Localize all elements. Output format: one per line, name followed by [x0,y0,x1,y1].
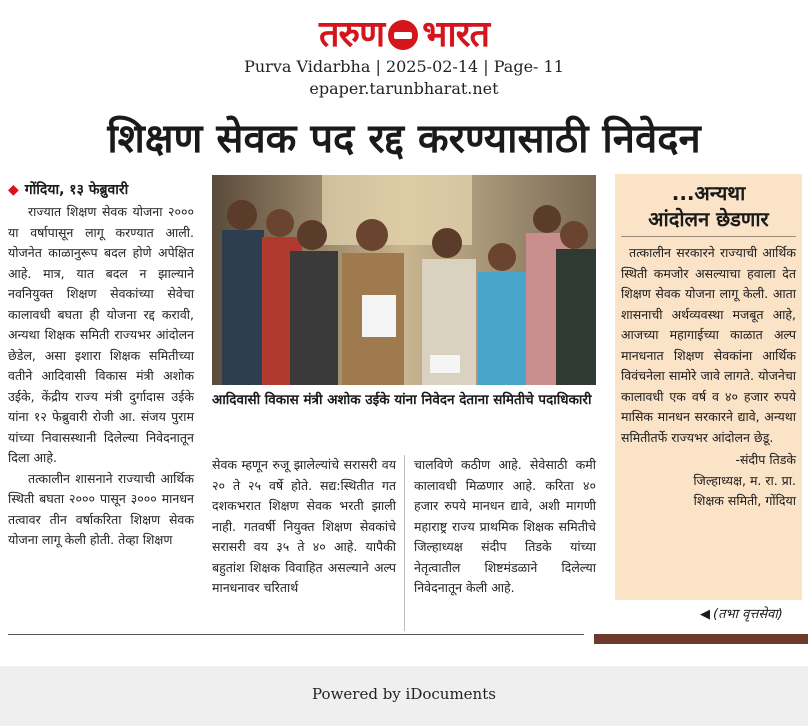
article-paragraph: राज्यात शिक्षण सेवक योजना २००० या वर्षापासून लागू करण्यात आली. योजनेत काळानुरूप बदल होणे अपेक्षित आहे. मात्र, यात बदल न झाल्याने नवनियुक्त शिक्षण सेवकांच्या सेवेचा कालावधी बघता ही योजना रद्द करावी, अन्यथा शिक्षक समिती राज्यभर आंदोलन छेडेल, असा इशारा शिक्षक समितीच्या वतीने आदिवासी विकास मंत्री अशोक उईके, केंद्रीय राज्य मंत्री दुर्गादास उईके यांना १२ फेब्रुवारी रोजी आ. संजय पुराम यांच्या निवासस्थानी दिलेल्या निवेदनातून दिला आहे. [8,204,194,465]
article-column-3 [414,455,596,599]
article-headline: शिक्षण सेवक पद रद्द करण्यासाठी निवेदन [107,116,701,162]
news-credit [700,604,783,622]
diamond-bullet-icon: ◆ [8,182,19,198]
column-divider [404,455,405,631]
bottom-rule [8,634,584,635]
sidebar-title-line-1: ...अन्यथा [671,181,746,205]
article-paragraph: सेवक म्हणून रुजू झालेल्यांचे सरासरी वय २० ते २५ वर्षे होते. सद्य:स्थितीत गत दशकभरात शिक्षण सेवक भरती झाली नाही. गतवर्षी नियुक्त शिक्षण सेवकांचे सरासरी वय ३५ ते ४० आहे. यापैकी बहुतांश शिक्षक विवाहित असल्याने अल्प मानधनावर चरितार्थ [212,457,396,595]
signature-org: शिक्षक समिती, गोंदिया [693,493,796,508]
sidebar-title [621,180,796,237]
dateline-text: गोंदिया, १३ फेब्रुवारी [24,182,129,198]
article-column-1 [8,202,194,551]
dateline [8,180,128,199]
photo-caption: आदिवासी विकास मंत्री अशोक उईके यांना निवेदन देताना समितीचे पदाधिकारी [212,392,592,408]
epaper-url: epaper.tarunbharat.net [309,79,499,98]
logo-text-left: तरुण [319,14,385,55]
newspaper-logo [319,14,489,56]
article-column-2 [212,455,396,599]
logo-text-right: भारत [422,14,489,55]
signature-block [621,450,796,512]
news-photo [212,175,596,385]
article-paragraph: चालविणे कठीण आहे. सेवेसाठी कमी कालावधी मिळणार आहे. करिता ४० हजार रुपये मानधन द्यावे, अशी मागणी महाराष्ट्र राज्य प्राथमिक शिक्षक समितीचे जिल्हाध्यक्ष संदीप तिडके यांच्या नेतृत्वातील शिष्टमंडळाने दिलेल्या निवेदनातून केली आहे. [414,457,596,595]
triangle-left-icon: ◀ [700,607,710,622]
sidebar-body: तत्कालीन सरकारने राज्याची आर्थिक स्थिती कमजोर असल्याचा हवाला देत शिक्षण सेवक योजना लागू केली. आता शासनाची अर्थव्यवस्था मजबूत आहे, आजच्या महागाईच्या काळात अल्प मानधनात शिक्षण सेवकांना आर्थिक विवंचनेला सामोरे जावे लागते. योजनेचा कालावधी एक वर्ष व ४० हजार रुपये मासिक मानधन सरकारने द्यावे, अन्यथा समितीतर्फे राज्यभर आंदोलन छेडू. [621,245,796,445]
article-paragraph: तत्कालीन शासनाने राज्याची आर्थिक स्थिती बघता २००० पासून ३००० मानधन तत्वावर तीन वर्षाकरिता शिक्षण सेवक योजना लागू केली होती. तेव्हा शिक्षण [8,470,194,547]
logo-seal-icon [388,20,418,50]
sidebar-box [615,174,802,600]
signature-title: जिल्हाध्यक्ष, म. रा. प्रा. [693,472,796,488]
masthead [0,14,808,100]
sidebar-title-line-2: आंदोलन छेडणार [648,207,769,231]
powered-by-footer: Powered by iDocuments [0,666,808,726]
group-photo-illustration [212,175,596,385]
decorative-strip [594,634,808,644]
credit-text: (तभा वृत्तसेवा) [713,607,783,622]
signature-name: -संदीप तिडके [735,452,796,467]
edition-meta: Purva Vidarbha | 2025-02-14 | Page- 11 [244,57,564,76]
